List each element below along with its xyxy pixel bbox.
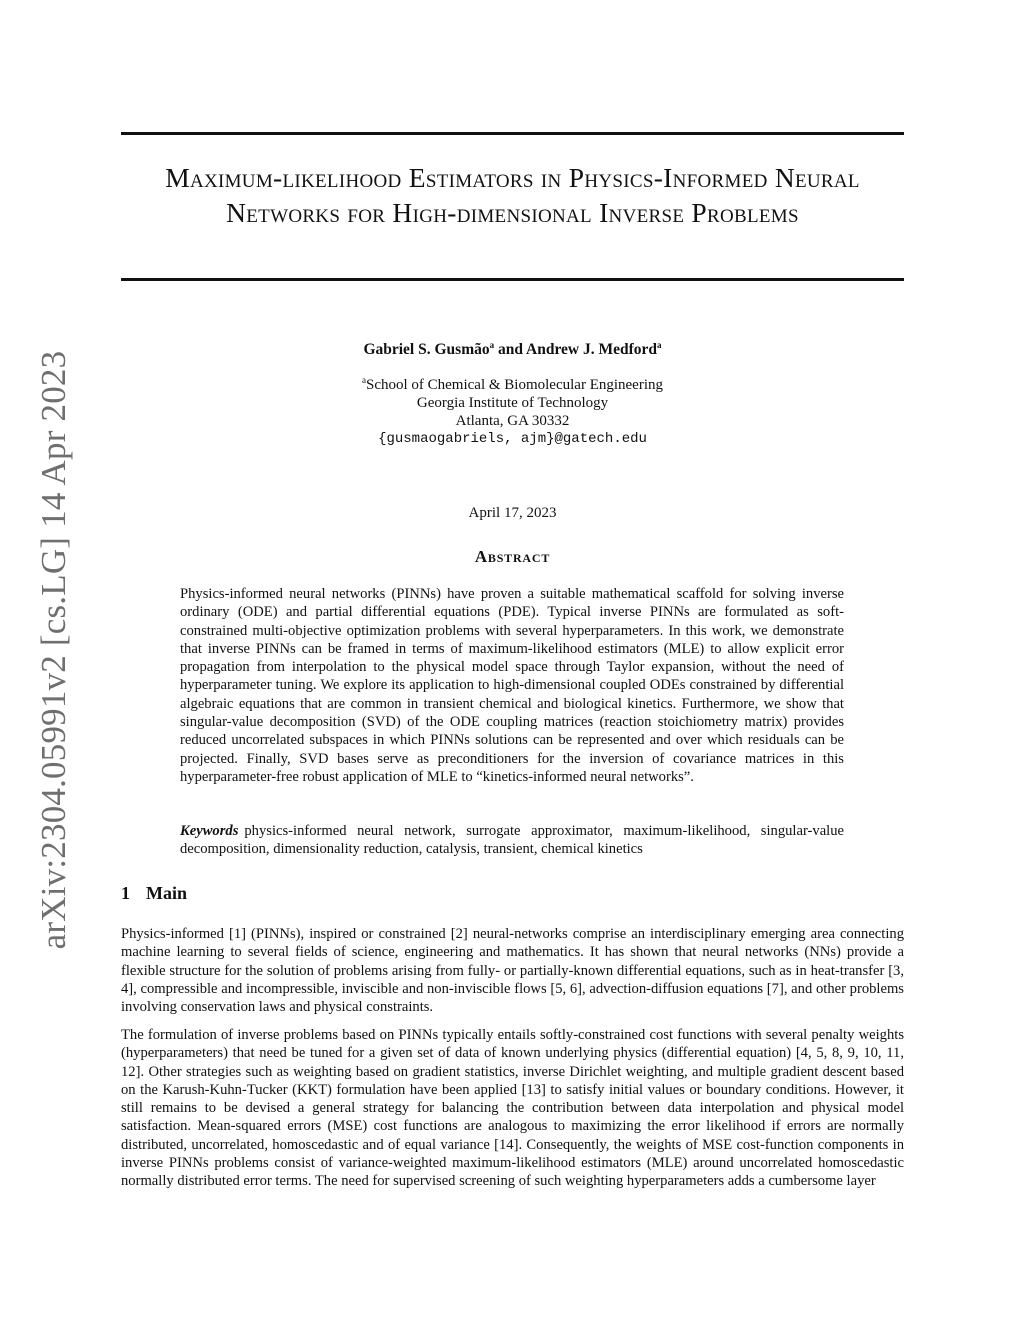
author-name: Andrew J. Medford (526, 341, 658, 358)
keywords-label: Keywords (180, 823, 239, 839)
section-heading (121, 883, 187, 904)
author-line (121, 341, 904, 359)
affiliation-marker: a (657, 340, 662, 350)
keywords-list: physics-informed neural network, surrogate approximator, maximum-likelihood, singular-value decomposition, dimensionality reduction, catalysis, transient, chemical kinetics (180, 823, 844, 858)
author-name: Gabriel S. Gusmão (363, 341, 490, 358)
title-top-rule (121, 132, 904, 135)
paper-date: April 17, 2023 (468, 505, 557, 521)
abstract-text: Physics-informed neural networks (PINNs) have proven a suitable mathematical scaffold for solving inverse ordinary (ODE) and partial differential equations (PDE). Typical inverse PINNs are formulated as soft-constrained multi-objective optimization problems with several hyperparameters. In this work, we demonstrate that inverse PINNs can be framed in terms of maximum-likelihood estimators (MLE) to allow explicit error propagation from interpolation to the physical model space through Taylor expansion, without the need of hyperparameter tuning. We explore its application to high-dimensional coupled ODEs constrained by differential algebraic equations that are common in transient chemical and biological kinetics. Furthermore, we show that singular-value decomposition (SVD) of the ODE coupling matrices (reaction stoichiometry matrix) provides reduced uncorrelated subspaces in which PINNs solutions can be represented and over which residuals can be projected. Finally, SVD bases serve as preconditioners for the inversion of covariance matrices in this hyperparameter-free robust application of MLE to “kinetics-informed neural networks”. (180, 586, 844, 785)
title-bottom-rule (121, 278, 904, 281)
body-paragraph: The formulation of inverse problems based on PINNs typically entails softly-constrained cost functions with several penalty weights (hyperparameters) that need be tuned for a given set of data of known underlying physics (differential equation) [4, 5, 8, 9, 10, 11, 12]. Other strategies such as weighting based on gradient statistics, inverse Dirichlet weighting, and multiple gradient descent based on the Karush-Kuhn-Tucker (KKT) formulation have been applied [13] to satisfy initial values or boundary conditions. However, it still remains to be devised a general strategy for balancing the contribution between data interpolation and physical model satisfaction. Mean-squared errors (MSE) cost functions are analogous to maximizing the error likelihood if errors are normally distributed, uncorrelated, homoscedastic and of equal variance [14]. Consequently, the weights of MSE cost-function components in inverse PINNs problems consist of variance-weighted maximum-likelihood estimators (MLE) around uncorrelated homoscedastic normally distributed error terms. The need for supervised screening of such weighting hyperparameters adds a cumbersome layer (121, 1027, 904, 1190)
author-email: {gusmaogabriels, ajm}@gatech.edu (378, 431, 647, 447)
section-title: Main (146, 883, 188, 903)
paper-title: Maximum-likelihood Estimators in Physics-Informed Neural Networks for High-dimensional Inverse Problems (165, 162, 860, 228)
keywords (180, 822, 844, 859)
affiliation-marker: a (489, 340, 495, 350)
affiliation-address: Atlanta, GA 30332 (455, 413, 570, 429)
author-conjunction: and (497, 341, 523, 358)
arxiv-identifier-stamp: arXiv:2304.05991v2 [cs.LG] 14 Apr 2023 (34, 350, 73, 950)
body-paragraph: Physics-informed [1] (PINNs), inspired or constrained [2] neural-networks comprise an interdisciplinary emerging area connecting machine learning to several fields of science, engineering and mathematics. It has shown that neural networks (NNs) provide a flexible structure for the solution of problems arising from fully- or partially-known differential equations, such as in heat-transfer [3, 4], compressible and incompressible, inviscible and non-inviscible flows [5, 6], advection-diffusion equations [7], and other problems involving conservation laws and physical constraints. (121, 926, 904, 1016)
abstract-heading: Abstract (474, 547, 551, 566)
affiliation-block (121, 376, 904, 448)
affiliation-marker: a (361, 375, 366, 385)
affiliation-institute: Georgia Institute of Technology (416, 395, 609, 411)
affiliation-school: $^a$School of Chemical & Biomolecular Engineering (361, 375, 663, 393)
section-number: 1 (121, 883, 130, 903)
